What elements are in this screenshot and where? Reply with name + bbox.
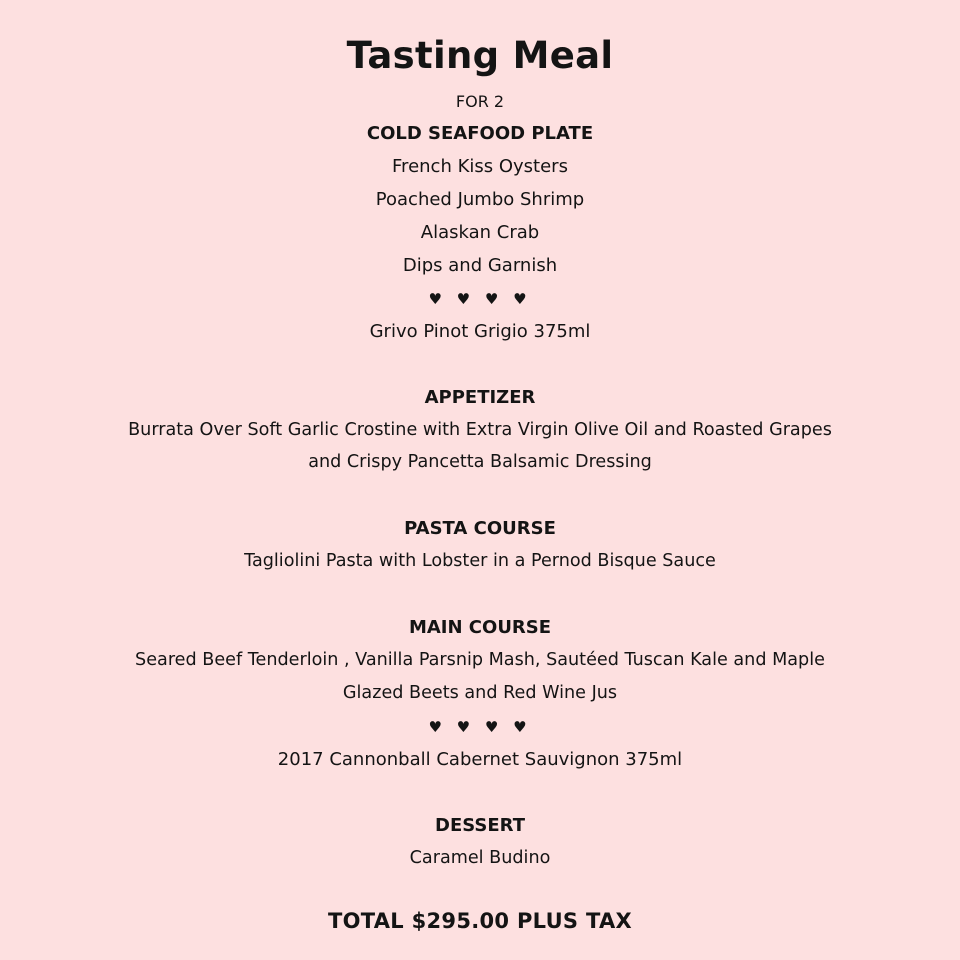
menu-item: Alaskan Crab xyxy=(420,222,540,243)
dish-description: Burrata Over Soft Garlic Crostine with Extra Virgin Olive Oil and Roasted Grapes xyxy=(128,420,832,440)
menu-title: Tasting Meal xyxy=(346,34,614,77)
section-heading-cold-seafood: COLD SEAFOOD PLATE xyxy=(366,123,594,144)
dish-description: Tagliolini Pasta with Lobster in a Pernod Bisque Sauce xyxy=(244,551,716,571)
menu-item: Poached Jumbo Shrimp xyxy=(375,189,585,210)
dish-description: Glazed Beets and Red Wine Jus xyxy=(342,683,618,703)
hearts-divider: ♥ ♥ ♥ ♥ xyxy=(428,718,532,736)
dish-description: Seared Beef Tenderloin , Vanilla Parsnip Mash, Sautéed Tuscan Kale and Maple xyxy=(135,650,825,670)
serving-size: FOR 2 xyxy=(455,92,505,111)
section-heading-dessert: DESSERT xyxy=(435,815,525,836)
wine-pairing: 2017 Cannonball Cabernet Sauvignon 375ml xyxy=(277,749,683,770)
total-price: TOTAL $295.00 PLUS TAX xyxy=(327,909,633,933)
hearts-divider: ♥ ♥ ♥ ♥ xyxy=(428,290,532,308)
wine-pairing: Grivo Pinot Grigio 375ml xyxy=(369,321,591,342)
dish-description: Caramel Budino xyxy=(409,848,551,868)
section-heading-main-course: MAIN COURSE xyxy=(408,617,552,638)
section-heading-appetizer: APPETIZER xyxy=(424,387,536,408)
section-heading-pasta: PASTA COURSE xyxy=(404,518,556,539)
dish-description: and Crispy Pancetta Balsamic Dressing xyxy=(308,452,652,472)
menu-item: Dips and Garnish xyxy=(402,255,558,276)
menu-item: French Kiss Oysters xyxy=(392,156,568,177)
